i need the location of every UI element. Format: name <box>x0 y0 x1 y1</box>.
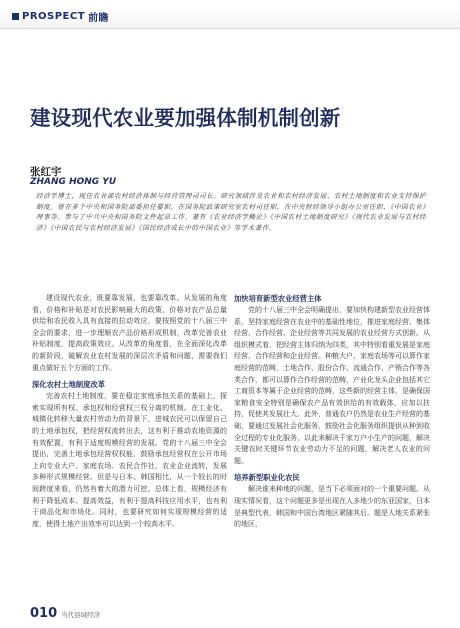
section-heading: 深化农村土地制度改革 <box>32 380 105 390</box>
body-paragraph: 完善农村土地制度，要在稳定家庭承包关系的基础上，探索实现所有权、承包权和经营权三权分离的机制。在工业化、城镇化转移大量农村劳动力的背景下，进城农民可以保留自己的土地承包权，把经营权流转出去，这有利于推动农地资源的有效配置，有利于适度规模经营的发展。党的十八届三中全会提出，完善土地承包经营权权能，鼓励承包经营权在公开市场上向专业大户、家庭农场、农民合作社、农业企业流转，发展多种形式规模经营。但是与日本、韩国相比，从一个较长的时间跨度来看，仍然有着大的潜力可挖。总体上看，规模经济有利于降低成本、提高效益，有利于提高科技应用水平，也有利于商品化和市场化。同时，也要研究如何实现规模经营的适度，使得土地产出效率可以达到一个较高水平。 <box>32 392 227 528</box>
right-column <box>234 293 430 531</box>
page-footer <box>30 606 100 621</box>
article-title: 建设现代农业要加强体制机制创新 <box>30 106 341 130</box>
author-bio: 经济学博士，现任农业部农村经济体制与经营管理司司长。研究领域涉及农业和农村经济发展、农村土地制度和农业支持保护制度。曾在多个中央和国务院部委担任要职。在国务院政策研究室农村司任职，在中央财经领导小组办公室任职、《中国农业》理事等。参与了中共中央和国务院文件起草工作。著有《农业经济学概论》《中国农村土地制度研究》《现代农业发展与农村经济》《中国农民与农村经济发展》《国民经济成长中的中国农业》等学术著作。 <box>36 192 426 232</box>
section-label-cn: 前瞻 <box>88 13 110 24</box>
left-column <box>32 293 227 530</box>
section-heading: 加快培育新型农业经营主体 <box>234 294 322 303</box>
author-name-en: ZHANG HONG YU <box>30 177 117 187</box>
page-number: 010 <box>30 606 58 621</box>
body-paragraph: 建设现代农业，既要靠发展，也要靠改革。从发展的角度看，价格和补贴是对农民影响最大的政策，价格对农产品总量供给和农民收入具有直接的拉动效应，要按照党的十八届三中全会的要求，进一步理顺农产品价格形成机制，改革完善农业补贴制度，提高政策效应。从改革的角度看，在全面深化改革的新阶段，破解农业农村发展的深层次矛盾和问题，需要我们重点做好五个方面的工作。 <box>32 294 227 372</box>
section-label-en: PROSPECT <box>22 11 86 22</box>
body-paragraph: 解决谁来种地的问题，是当下必须面对的一个重要问题。从现实情况看，这个问题更多是出现在人多地少的东亚国家，日本是典型代表，韩国和中国台湾地区紧随其后。题是人地关系紧张的地区， <box>234 485 430 529</box>
author-name-cn: 张红宇 <box>30 166 62 178</box>
section-tag <box>12 9 109 24</box>
section-heading: 培养新型职业化农民 <box>234 473 300 483</box>
magazine-name: 当代县域经济 <box>61 611 101 619</box>
square-icon <box>12 13 19 20</box>
page-header <box>0 0 460 40</box>
body-paragraph: 党的十八届三中全会明确提出，要加快构建新型农业经营体系，坚持家庭经营在农业中的基础性地位，推进家庭经营、集体经营、合作经营、企业经营等共同发展的农业经营方式创新。从组织模式看，把经营主体归纳为四类，其中特别看重发展是家庭经营、合作经营和企业经营。种粮大户、家庭农场等可以算作家庭经营的范畴，土地合作、股份合作、流通合作、产销合作等各类合作，都可以算作合作经营的范畴，产业化龙头企业包括其它工商资本等属于企业经营的范畴，这些新的经营主体，是确保国家粮食安全特别是确保农产品有效供给的有效载体，应加以扶持，促使其发展壮大。此外，普通农户仍然是农业生产经营的基础，要通过发展社会化服务，鼓励社会化服务组织提供从种到收全过程的专业化服务，以此来解决千家万户小生产的问题，解决关键农时关键环节农业劳动力不足的问题，解决老人农业的问题。 <box>234 306 430 465</box>
